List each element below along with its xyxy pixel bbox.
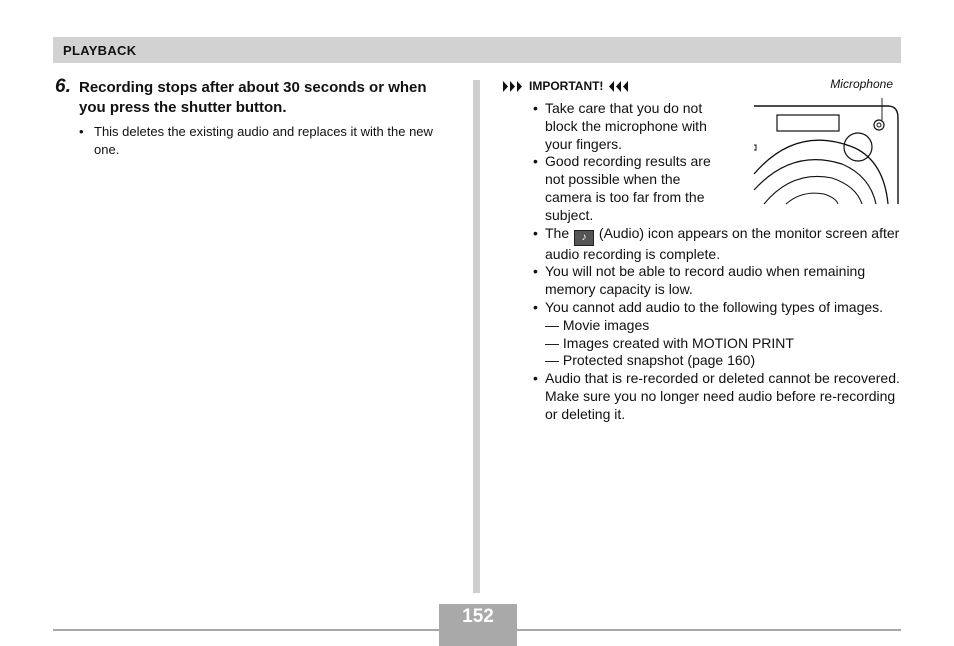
bullet-icon: • xyxy=(533,224,538,241)
sub-list-item: — Protected snapshot (page 160) xyxy=(545,352,756,369)
section-header xyxy=(53,37,901,63)
step-note xyxy=(79,123,449,158)
important-heading xyxy=(502,79,630,93)
bullet-icon: • xyxy=(533,370,538,387)
list-item: • You cannot add audio to the following types of images. — Movie images — Images created with MOTION PRINT — Protected snapshot (page 160) xyxy=(533,299,905,370)
bullet-icon: • xyxy=(533,298,538,315)
audio-icon: ♪ xyxy=(574,230,594,246)
important-label: IMPORTANT! xyxy=(529,79,604,93)
column-divider xyxy=(473,80,480,593)
important-right-marker-icon xyxy=(608,81,630,92)
bullet-icon: • xyxy=(533,263,538,280)
list-item: • You will not be able to record audio when remaining memory capacity is low. xyxy=(533,263,866,298)
step-note-text: This deletes the existing audio and replaces it with the new one. xyxy=(94,124,433,157)
step-number: 6. xyxy=(55,76,71,97)
list-item: • Good recording results are not possible when the camera is too far from the subject. xyxy=(533,153,711,223)
sub-list-item: — Movie images xyxy=(545,316,650,333)
microphone-label: Microphone xyxy=(830,77,893,91)
list-item: • Audio that is re-recorded or deleted cannot be recovered. Make sure you no longer need audio before re-recording or deleting it. xyxy=(533,370,900,422)
bullet-icon: • xyxy=(79,124,84,139)
important-list xyxy=(533,100,905,424)
page-number: 152 xyxy=(439,604,517,629)
sub-list-item: — Images created with MOTION PRINT xyxy=(545,334,794,351)
bullet-icon: • xyxy=(533,100,538,116)
list-item: • The ♪ (Audio) icon appears on the monitor screen after audio recording is complete. xyxy=(533,224,900,262)
important-left-marker-icon xyxy=(502,81,524,92)
page-number-tab xyxy=(439,631,517,646)
bullet-icon: • xyxy=(533,153,538,170)
list-item: • Take care that you do not block the microphone with your fingers. xyxy=(533,100,707,152)
section-title: PLAYBACK xyxy=(63,43,137,58)
step-instruction: Recording stops after about 30 seconds or when you press the shutter button. xyxy=(79,79,427,116)
